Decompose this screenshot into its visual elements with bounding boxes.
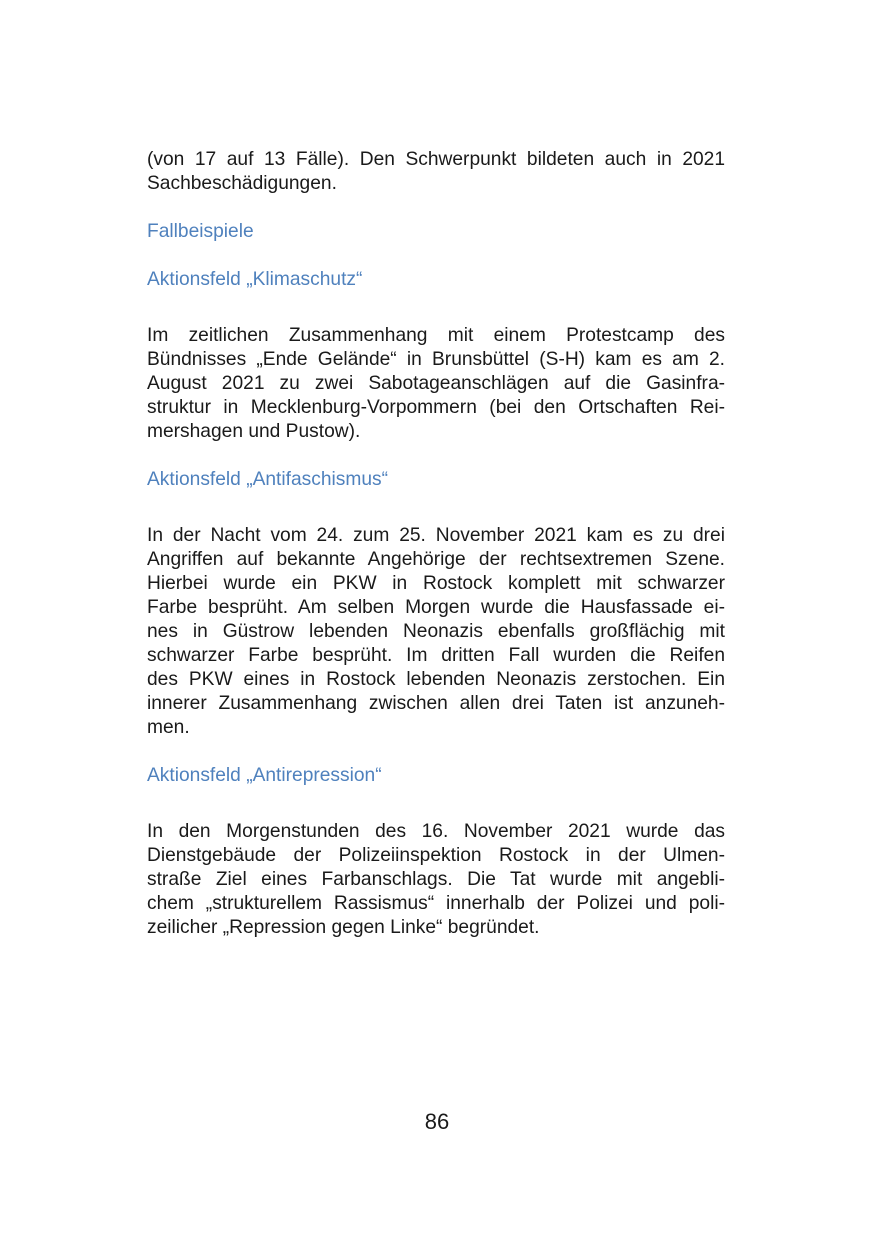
case-heading-antifaschismus: Aktionsfeld „Antifaschismus“ bbox=[147, 469, 388, 490]
page-number: 86 bbox=[424, 1109, 450, 1134]
text-line: Im zeitlichen Zusammenhang mit einem Protestcamp des bbox=[147, 325, 725, 346]
section-heading: Fallbeispiele bbox=[147, 221, 254, 242]
text-line: schwarzer Farbe besprüht. Im dritten Fall wurden die Reifen bbox=[147, 645, 725, 666]
case-paragraph-antirepression bbox=[147, 820, 725, 940]
text-line: men. bbox=[147, 717, 190, 738]
text-line: zeilicher „Repression gegen Linke“ begründet. bbox=[147, 917, 540, 938]
text-line: straße Ziel eines Farbanschlags. Die Tat wurde mit angebli- bbox=[147, 869, 725, 890]
text-line: Dienstgebäude der Polizeiinspektion Rostock in der Ulmen- bbox=[147, 845, 725, 866]
text-line: Sachbeschädigungen. bbox=[147, 173, 337, 194]
text-line: Angriffen auf bekannte Angehörige der rechtsextremen Szene. bbox=[147, 549, 725, 570]
text-line: chem „strukturellem Rassismus“ innerhalb der Polizei und poli- bbox=[147, 893, 725, 914]
case-heading-antirepression: Aktionsfeld „Antirepression“ bbox=[147, 765, 382, 786]
text-line: (von 17 auf 13 Fälle). Den Schwerpunkt bildeten auch in 2021 bbox=[147, 149, 725, 170]
text-line: Hierbei wurde ein PKW in Rostock komplett mit schwarzer bbox=[147, 573, 725, 594]
text-line: In der Nacht vom 24. zum 25. November 2021 kam es zu drei bbox=[147, 525, 725, 546]
text-line: des PKW eines in Rostock lebenden Neonazis zerstochen. Ein bbox=[147, 669, 725, 690]
text-line: Bündnisses „Ende Gelände“ in Brunsbüttel (S-H) kam es am 2. bbox=[147, 349, 725, 370]
text-line: innerer Zusammenhang zwischen allen drei Taten ist anzuneh- bbox=[147, 693, 725, 714]
case-paragraph-antifaschismus bbox=[147, 524, 725, 740]
text-line: August 2021 zu zwei Sabotageanschlägen auf die Gasinfra- bbox=[147, 373, 725, 394]
text-line: struktur in Mecklenburg-Vorpommern (bei den Ortschaften Rei- bbox=[147, 397, 725, 418]
text-line: Farbe besprüht. Am selben Morgen wurde die Hausfassade ei- bbox=[147, 597, 725, 618]
intro-paragraph bbox=[147, 148, 725, 196]
case-paragraph-klimaschutz bbox=[147, 324, 725, 444]
text-line: mershagen und Pustow). bbox=[147, 421, 361, 442]
page-content bbox=[147, 148, 725, 940]
case-heading-klimaschutz: Aktionsfeld „Klimaschutz“ bbox=[147, 269, 363, 290]
text-line: In den Morgenstunden des 16. November 2021 wurde das bbox=[147, 821, 725, 842]
text-line: nes in Güstrow lebenden Neonazis ebenfalls großflächig mit bbox=[147, 621, 725, 642]
